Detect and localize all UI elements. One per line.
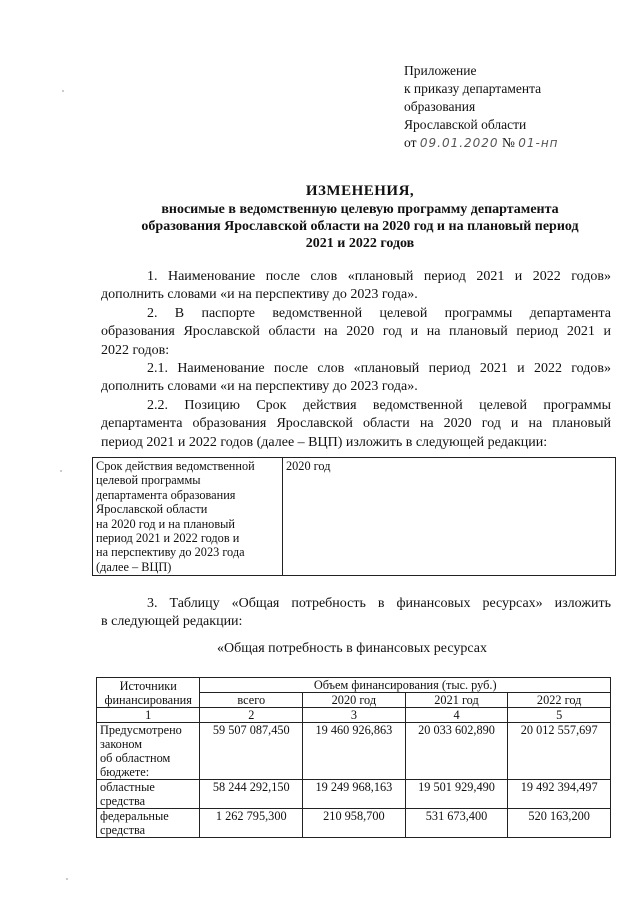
number-prefix: № [501,135,515,150]
passport-value-cell: 2020 год [283,458,616,576]
paragraph-line: 2.2. Позицию Срок действия ведомственной целевой программы [147,398,611,413]
passport-label-line: на перспективу до 2023 года [96,545,245,560]
paragraph-line: дополнить словами «и на перспективу до 2023 года». [101,287,418,303]
appendix-line: к приказу департамента [404,81,542,96]
handwritten-number: 01-нп [518,136,559,150]
row-label-cell [97,780,200,809]
header-col-2022: 2022 год [508,693,611,708]
value-cell: 1 262 795,300 [200,809,303,838]
paragraph-line: 1. Наименование после слов «плановый период 2021 и 2022 годов» [147,269,611,284]
row-label-line: средства [100,823,146,837]
header-col-2021: 2021 год [405,693,508,708]
finance-table-caption: «Общая потребность в финансовых ресурсах [217,641,487,656]
paragraph-line: период 2021 и 2022 годов (далее – ВЦП) изложить в следующей редакции: [101,434,548,450]
passport-table [92,457,616,576]
passport-label-line: Срок действия ведомственной [96,459,255,473]
paragraph-line: образования Ярославской области на 2020 год и на плановый период 2021 и [101,324,611,340]
col-number-cell: 3 [303,708,406,723]
col-number-cell: 4 [405,708,508,723]
value-cell: 20 012 557,697 [508,723,611,780]
paragraph-1 [101,268,611,305]
row-label-line: средства [100,794,146,808]
value-cell: 19 501 929,490 [405,780,508,809]
paragraph-2-2 [101,397,611,452]
appendix-line: образования [404,99,476,114]
scan-speck [60,470,62,472]
row-label-line: федеральные [100,809,169,823]
title-line: вносимые в ведомственную целевую программу департамента [161,202,559,217]
table-row [93,458,616,576]
paragraph-line: дополнить словами «и на перспективу до 2023 года». [101,379,418,395]
row-label-line: об областном [100,751,171,765]
passport-label-line: целевой программы [96,473,201,488]
header-col-2020: 2020 год [303,693,406,708]
header-volume-cell: Объем финансирования (тыс. руб.) [200,678,611,693]
paragraph-line: 3. Таблицу «Общая потребность в финансовых ресурсах» изложить [147,596,611,611]
paragraph-2-1 [101,360,611,397]
date-prefix: от [404,135,417,150]
passport-label-line: Ярославской области [96,502,208,517]
passport-label-cell [93,458,283,576]
value-cell: 531 673,400 [405,809,508,838]
header-source-line: Источники [119,678,177,693]
value-cell: 210 958,700 [303,809,406,838]
value-cell: 59 507 087,450 [200,723,303,780]
header-col-total: всего [200,693,303,708]
col-number-cell: 5 [508,708,611,723]
document-title [100,183,620,252]
value-cell: 19 492 394,497 [508,780,611,809]
row-label-line: Предусмотрено [100,723,182,737]
passport-label-line: (далее – ВЦП) [96,559,172,574]
title-line: образования Ярославской области на 2020 год и на плановый период [141,219,579,234]
appendix-block [404,62,559,152]
passport-label-line: департамента образования [96,487,236,502]
paragraph-line: 2.1. Наименование после слов «плановый период 2021 и 2022 годов» [147,361,611,376]
paragraph-3 [101,595,611,632]
row-label-cell [97,809,200,838]
value-cell: 20 033 602,890 [405,723,508,780]
header-source-line: финансирования [104,692,192,707]
finance-table [96,677,611,838]
table-row [97,780,611,809]
row-label-line: областные [100,780,155,794]
paragraph-line: 2. В паспорте ведомственной целевой программы департамента [147,306,611,321]
paragraph-line: департамента образования Ярославской области на 2020 год и на плановый [101,416,611,432]
table-row [97,809,611,838]
passport-label-line: период 2021 и 2022 годов и [96,531,240,546]
table-header-row [97,678,611,693]
handwritten-date: 09.01.2020 [419,136,499,150]
value-cell: 58 244 292,150 [200,780,303,809]
value-cell: 19 249 968,163 [303,780,406,809]
header-source-cell [97,678,200,708]
paragraph-2 [101,305,611,360]
scan-speck [62,90,64,92]
passport-label-line: на 2020 год и на плановый [96,516,235,531]
table-number-row [97,708,611,723]
row-label-line: бюджете: [100,765,150,779]
row-label-cell [97,723,200,780]
value-cell: 19 460 926,863 [303,723,406,780]
row-label-line: законом [100,737,143,751]
table-row [97,723,611,780]
paragraph-line: 2022 годов: [101,342,170,358]
value-cell: 520 163,200 [508,809,611,838]
appendix-line: Ярославской области [404,117,527,132]
col-number-cell: 2 [200,708,303,723]
appendix-line: Приложение [404,63,477,78]
title-main: ИЗМЕНЕНИЯ, [305,183,415,199]
col-number-cell: 1 [97,708,200,723]
title-line: 2021 и 2022 годов [305,236,415,251]
paragraph-line: в следующей редакции: [101,614,243,630]
scan-speck [66,878,68,880]
appendix-date-line [404,134,559,152]
